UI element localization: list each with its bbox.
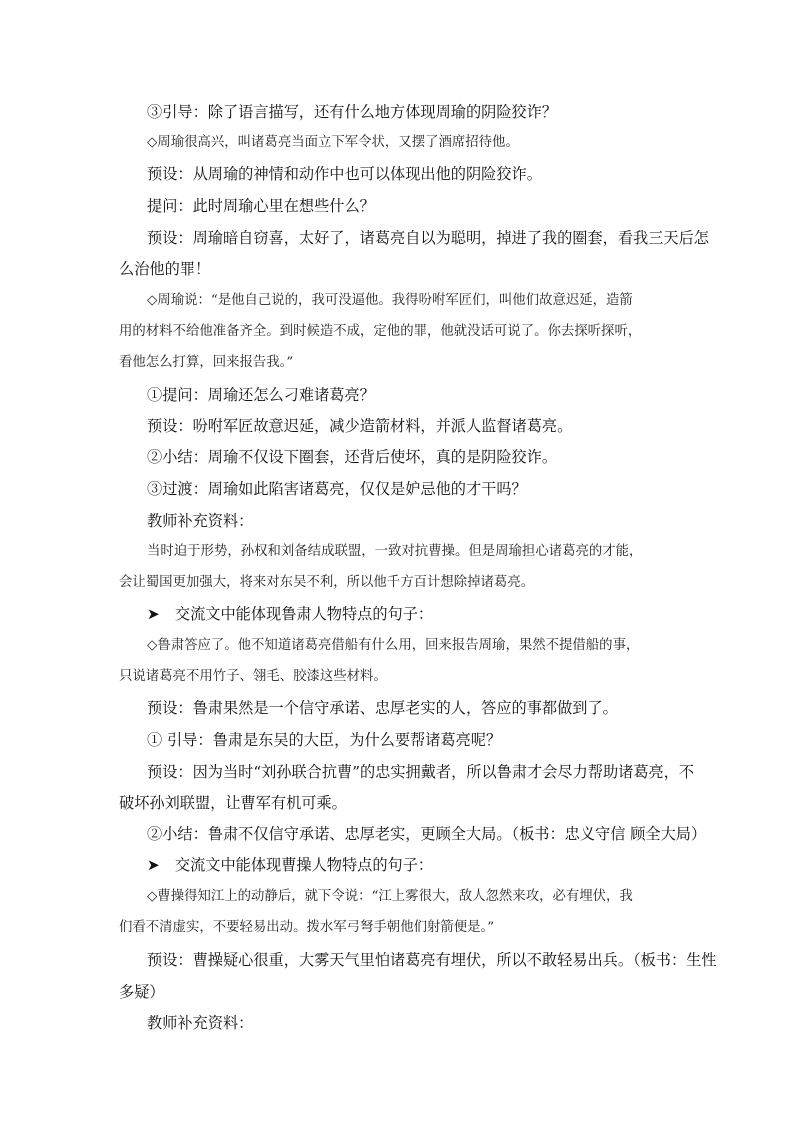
text-line: ③过渡：周瑜如此陷害诸葛亮，仅仅是妒忌他的才干吗？ [147,480,527,498]
text-line: ① 引导：鲁肃是东吴的大臣，为什么要帮诸葛亮呢？ [147,731,502,749]
text-line: 用的材料不给他准备齐全。到时候造不成，定他的罪，他就没话可说了。你去探听探听， [119,324,642,339]
section-heading: ➤ 交流文中能体现鲁肃人物特点的句子： [147,605,434,623]
text-line: ◇鲁肃答应了。他不知道诸葛亮借船有什么用，回来报告周瑜，果然不提借船的事， [147,638,640,653]
text-line: ②小结：鲁肃不仅信守承诺、忠厚老实，更顾全大局。（板书：忠义守信 顾全大局） [147,825,707,843]
text-line: 会让蜀国更加强大，将来对东吴不利，所以他千方百计想除掉诸葛亮。 [119,575,535,590]
text-line: ◇周瑜说：“是他自己说的，我可没逼他。我得吩咐军匠们，叫他们故意迟延，造箭 [147,293,633,308]
text-line: 看他怎么打算，回来报告我。” [119,355,294,370]
text-line: ◇曹操得知江上的动静后，就下令说：“江上雾很大，敌人忽然来攻，必有埋伏，我 [147,889,633,904]
text-line: 预设：曹操疑心很重，大雾天气里怕诸葛亮有埋伏，所以不敢轻易出兵。（板书：生性 [147,951,717,969]
text-line: 们看不清虚实，不要轻易出动。拨水军弓弩手朝他们射箭便是。” [119,920,495,935]
text-line: 预设：周瑜暗自窃喜，太好了，诸葛亮自以为聪明，掉进了我的圈套，看我三天后怎 [147,229,709,247]
text-line: 预设：因为当时“刘孙联合抗曹”的忠实拥戴者，所以鲁肃才会尽力帮助诸葛亮，不 [147,763,695,781]
text-line: 多疑） [119,983,165,1001]
text-line: 只说诸葛亮不用竹子、翎毛、胶漆这些材料。 [119,669,387,684]
text-line: 提问：此时周瑜心里在想些什么？ [147,197,375,215]
text-line: ◇周瑜很高兴，叫诸葛亮当面立下军令状，又摆了酒席招待他。 [147,135,519,150]
text-line: 当时迫于形势，孙权和刘备结成联盟，一致对抗曹操。但是周瑜担心诸葛亮的才能， [147,544,643,559]
text-line: 教师补充资料： [147,1014,254,1032]
text-line: 教师补充资料： [147,512,254,530]
text-line: ③引导：除了语言描写，还有什么地方体现周瑜的阴险狡诈？ [147,103,558,121]
text-line: ①提问：周瑜还怎么刁难诸葛亮？ [147,386,375,404]
text-line: 破坏孙刘联盟，让曹军有机可乘。 [119,794,347,812]
text-line: 么治他的罪！ [119,260,211,278]
text-line: 预设：鲁肃果然是一个信守承诺、忠厚老实的人，答应的事都做到了。 [147,699,618,717]
text-line: 预设：吩咐军匠故意迟延，减少造箭材料，并派人监督诸葛亮。 [147,417,573,435]
section-heading: ➤ 交流文中能体现曹操人物特点的句子： [147,856,434,874]
text-line: ②小结：周瑜不仅设下圈套，还背后使坏，真的是阴险狡诈。 [147,448,558,466]
text-line: 预设：从周瑜的神情和动作中也可以体现出他的阴险狡诈。 [147,165,542,183]
